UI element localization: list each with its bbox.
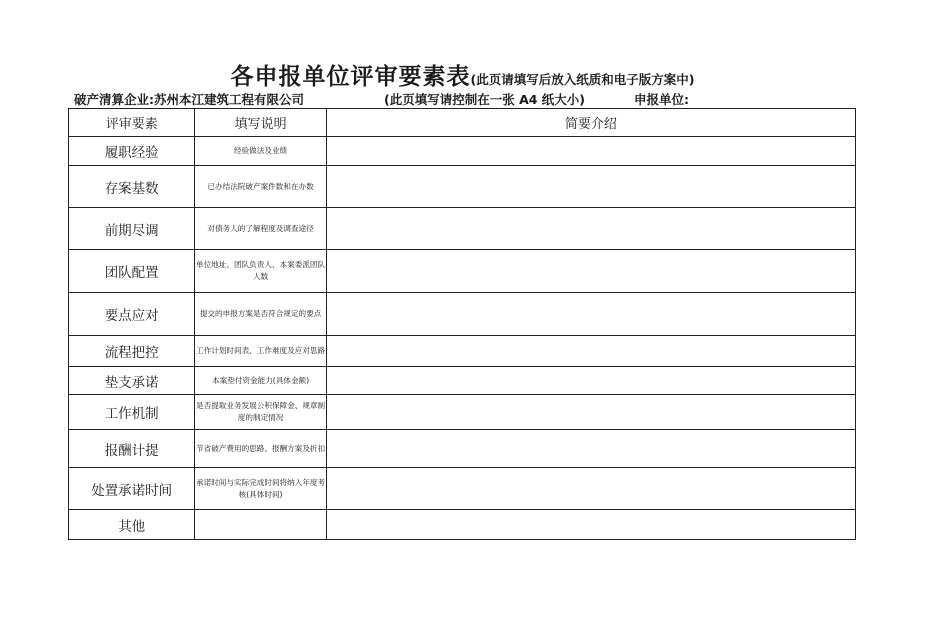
table-header-row bbox=[69, 109, 856, 137]
row-element-name: 处置承诺时间 bbox=[69, 468, 195, 510]
row-instructions: 节省破产费用的思路、报酬方案及折扣 bbox=[195, 430, 326, 468]
table-row bbox=[69, 468, 856, 510]
row-summary-cell[interactable] bbox=[326, 336, 855, 367]
row-instructions: 承诺时间与实际完成时间将纳入年度考核(具体时间) bbox=[195, 468, 326, 510]
row-summary-cell[interactable] bbox=[326, 468, 855, 510]
row-instructions[interactable] bbox=[195, 510, 326, 540]
row-element-name: 其他 bbox=[69, 510, 195, 540]
row-instructions: 单位地址、团队负责人、本案委派团队人数 bbox=[195, 250, 326, 293]
company-name: 苏州本江建筑工程有限公司 bbox=[154, 92, 305, 107]
row-summary-cell[interactable] bbox=[326, 137, 855, 166]
page-size-note: (此页填写请控制在一张 A4 纸大小) bbox=[384, 92, 586, 107]
row-element-name: 报酬计提 bbox=[69, 430, 195, 468]
column-header-summary: 简要介绍 bbox=[326, 109, 855, 137]
form-title-note: (此页请填写后放入纸质和电子版方案中) bbox=[470, 72, 695, 87]
row-instructions: 工作计划时间表、工作难度及应对思路 bbox=[195, 336, 326, 367]
row-summary-cell[interactable] bbox=[326, 166, 855, 208]
row-element-name: 垫支承诺 bbox=[69, 367, 195, 395]
row-element-name: 存案基数 bbox=[69, 166, 195, 208]
row-element-name: 履职经验 bbox=[69, 137, 195, 166]
column-header-element: 评审要素 bbox=[69, 109, 195, 137]
table-row bbox=[69, 367, 856, 395]
row-summary-cell[interactable] bbox=[326, 510, 855, 540]
row-instructions: 对债务人的了解程度及调查途径 bbox=[195, 208, 326, 250]
row-summary-cell[interactable] bbox=[326, 395, 855, 430]
table-row bbox=[69, 430, 856, 468]
company-label: 破产清算企业: bbox=[74, 92, 154, 107]
applicant-label: 申报单位: bbox=[634, 92, 689, 107]
row-instructions: 提交的申报方案是否符合规定的要点 bbox=[195, 293, 326, 336]
row-instructions: 已办结法院破产案件数和在办数 bbox=[195, 166, 326, 208]
column-header-instructions: 填写说明 bbox=[195, 109, 326, 137]
row-element-name: 工作机制 bbox=[69, 395, 195, 430]
row-summary-cell[interactable] bbox=[326, 430, 855, 468]
form-title-line bbox=[0, 58, 925, 91]
row-instructions: 本案垫付资金能力(具体金额) bbox=[195, 367, 326, 395]
table-row bbox=[69, 208, 856, 250]
table-row bbox=[69, 336, 856, 367]
row-summary-cell[interactable] bbox=[326, 367, 855, 395]
row-summary-cell[interactable] bbox=[326, 293, 855, 336]
table-row bbox=[69, 510, 856, 540]
row-summary-cell[interactable] bbox=[326, 208, 855, 250]
review-elements-table bbox=[68, 108, 856, 540]
row-element-name: 流程把控 bbox=[69, 336, 195, 367]
row-instructions: 经验做法及业绩 bbox=[195, 137, 326, 166]
table-row bbox=[69, 166, 856, 208]
row-summary-cell[interactable] bbox=[326, 250, 855, 293]
company-info bbox=[74, 90, 304, 108]
table-row bbox=[69, 395, 856, 430]
row-element-name: 团队配置 bbox=[69, 250, 195, 293]
form-info-line bbox=[74, 90, 864, 108]
table-row bbox=[69, 293, 856, 336]
form-title: 各申报单位评审要素表 bbox=[230, 64, 471, 90]
table-row bbox=[69, 137, 856, 166]
table-row bbox=[69, 250, 856, 293]
row-element-name: 要点应对 bbox=[69, 293, 195, 336]
row-instructions: 是否提取业务发展公积保障金、规章制度的制定情况 bbox=[195, 395, 326, 430]
row-element-name: 前期尽调 bbox=[69, 208, 195, 250]
